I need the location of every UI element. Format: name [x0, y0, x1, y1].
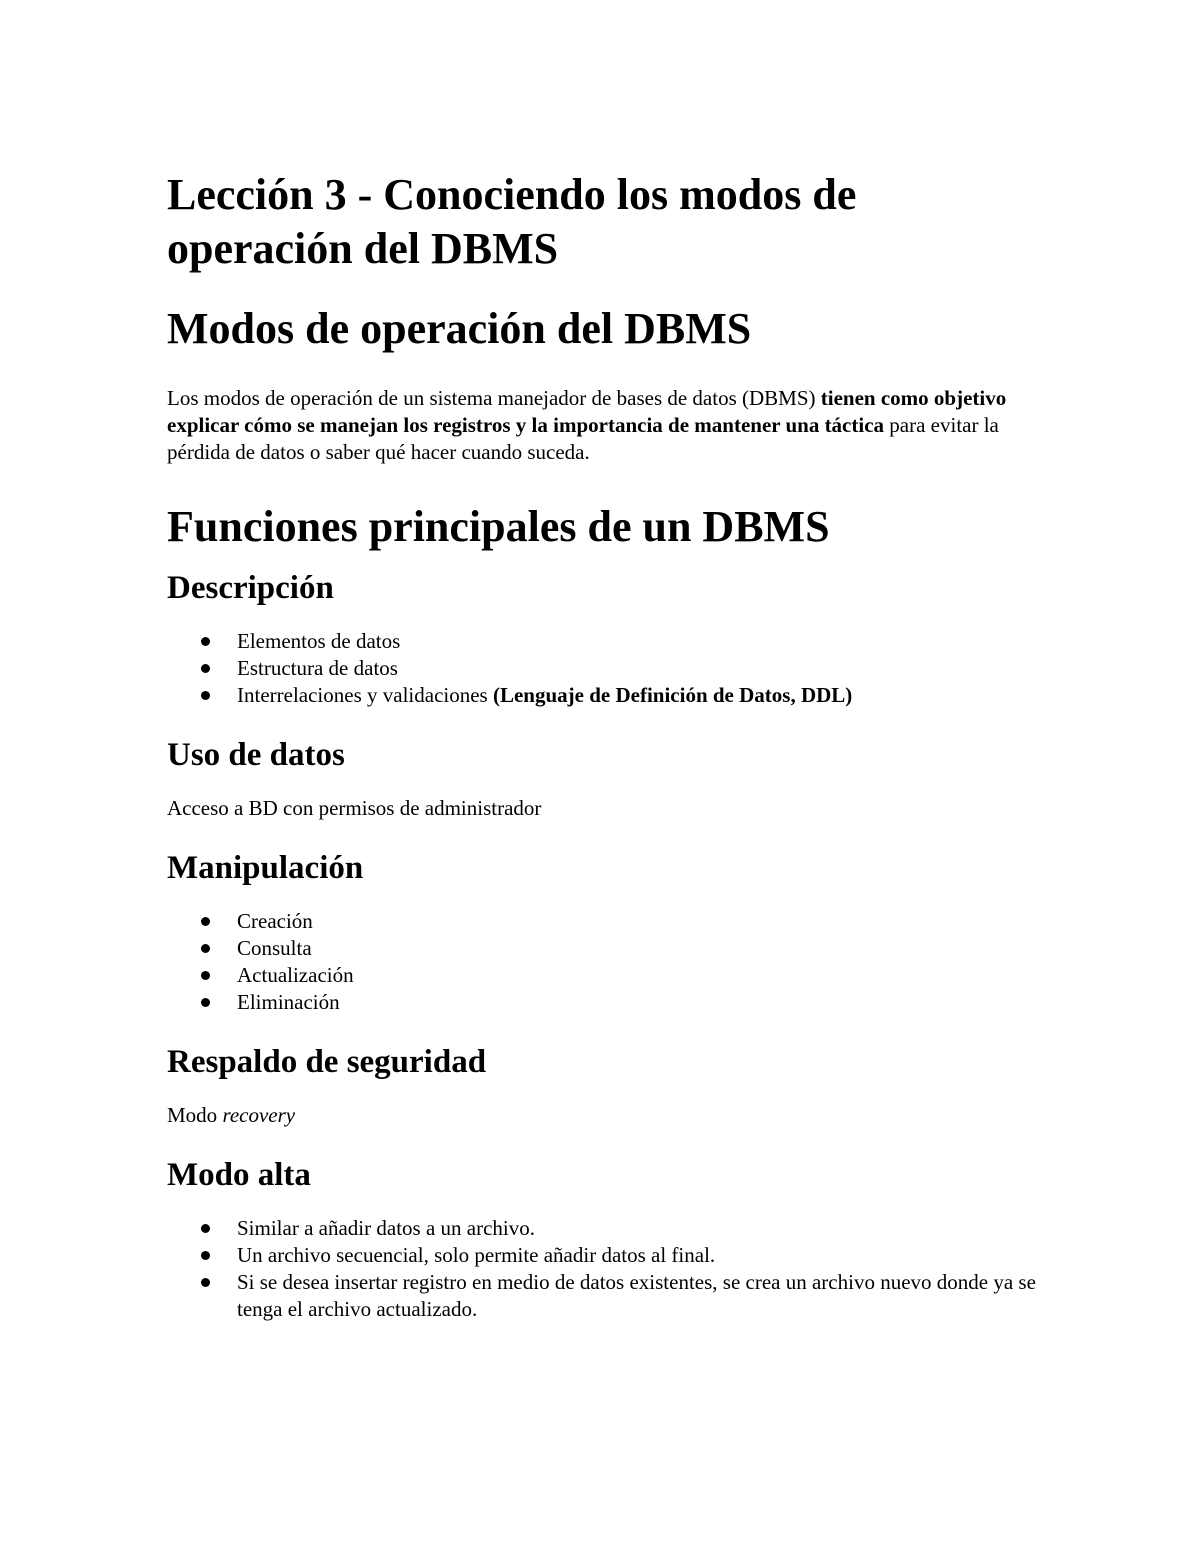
list-item-text: Eliminación [237, 990, 340, 1014]
descripcion-list [167, 628, 1037, 709]
respaldo-text-plain: Modo [167, 1103, 223, 1127]
intro-text-bold: tienen como objetivo explicar cómo se manejan los registros y la importancia de mantener una táctica [167, 386, 1007, 437]
uso-de-datos-text: Acceso a BD con permisos de administrador [167, 796, 542, 820]
bullet-icon [201, 637, 210, 646]
section-heading-funciones: Funciones principales de un DBMS [167, 502, 830, 551]
list-item [167, 1215, 1037, 1242]
list-item-text: Estructura de datos [237, 656, 398, 680]
subheading-manipulacion: Manipulación [167, 850, 364, 886]
list-item-text: Creación [237, 909, 313, 933]
subheading-respaldo: Respaldo de seguridad [167, 1044, 487, 1080]
list-item [167, 989, 1037, 1016]
page-title: Lección 3 - Conociendo los modos de operación del DBMS [167, 170, 857, 273]
list-item [167, 1242, 1037, 1269]
subheading-uso-de-datos: Uso de datos [167, 737, 345, 773]
list-item-text: Actualización [237, 963, 354, 987]
manipulacion-list [167, 908, 1037, 1016]
bullet-icon [201, 1278, 210, 1287]
bullet-icon [201, 664, 210, 673]
bullet-icon [201, 691, 210, 700]
bullet-icon [201, 1251, 210, 1260]
list-item [167, 1269, 1037, 1323]
list-item-bold-text: (Lenguaje de Definición de Datos, DDL) [492, 683, 853, 707]
list-item [167, 628, 1037, 655]
modo-alta-list [167, 1215, 1037, 1323]
bullet-icon [201, 917, 210, 926]
list-item-text: Similar a añadir datos a un archivo. [237, 1216, 535, 1240]
list-item [167, 655, 1037, 682]
intro-text-start: Los modos de operación de un sistema manejador de bases de datos (DBMS) [167, 386, 821, 410]
respaldo-text-italic: recovery [222, 1103, 296, 1127]
respaldo-text [167, 1102, 1037, 1129]
subheading-descripcion: Descripción [167, 570, 334, 606]
subheading-modo-alta: Modo alta [167, 1157, 311, 1193]
list-item-text: Un archivo secuencial, solo permite añadir datos al final. [237, 1243, 716, 1267]
bullet-icon [201, 998, 210, 1007]
intro-text-end: para evitar la pérdida de datos o saber qué hacer cuando suceda. [167, 413, 999, 464]
list-item-text: Elementos de datos [237, 629, 401, 653]
list-item [167, 682, 1037, 709]
bullet-icon [201, 944, 210, 953]
list-item [167, 908, 1037, 935]
list-item [167, 935, 1037, 962]
list-item [167, 962, 1037, 989]
list-item-text: Interrelaciones y validaciones [237, 683, 493, 707]
bullet-icon [201, 971, 210, 980]
bullet-icon [201, 1224, 210, 1233]
document-page [167, 168, 1037, 1323]
list-item-text: Consulta [237, 936, 312, 960]
intro-paragraph [167, 385, 1037, 466]
list-item-text: Si se desea insertar registro en medio de datos existentes, se crea un archivo nuevo donde ya se tenga el archivo actualizado. [237, 1270, 1036, 1321]
section-heading-modos: Modos de operación del DBMS [167, 304, 752, 353]
